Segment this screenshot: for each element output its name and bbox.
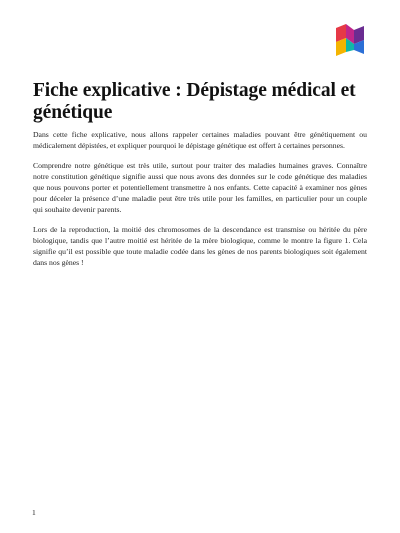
document-body	[33, 129, 367, 277]
page-title: Fiche explicative : Dépistage médical et génétique	[33, 80, 356, 123]
paragraph-reproduction: Lors de la reproduction, la moitié des chromosomes de la descendance est transmise ou héritée du père biologique, tandis que l’autre moitié est héritée de la mère biologique, comme le montre la figure 1. Cela signifie qu’il est possible que toute maladie codée dans les gènes de nos parents biologiques soit également dans nos gènes !	[33, 225, 367, 267]
page-number: 1	[32, 508, 36, 517]
paragraph-intro: Dans cette fiche explicative, nous allons rappeler certaines maladies pouvant être génétiquement ou médicalement dépistées, et expliquer pourquoi le dépistage génétique est offert à certaines personnes.	[33, 130, 367, 150]
brand-logo-icon	[334, 24, 366, 56]
paragraph-genetics: Comprendre notre génétique est très utile, surtout pour traiter des maladies humaines graves. Connaître notre constitution génétique signifie aussi que nous avons des données sur le code génétique des maladies que nous pouvons porter et potentiellement transmettre à nos enfants. Cette capacité à examiner nos gènes pour déceler la présence d’une maladie peut être très utile pour les familles, en particulier pour un couple qui souhaite devenir parents.	[33, 161, 367, 214]
